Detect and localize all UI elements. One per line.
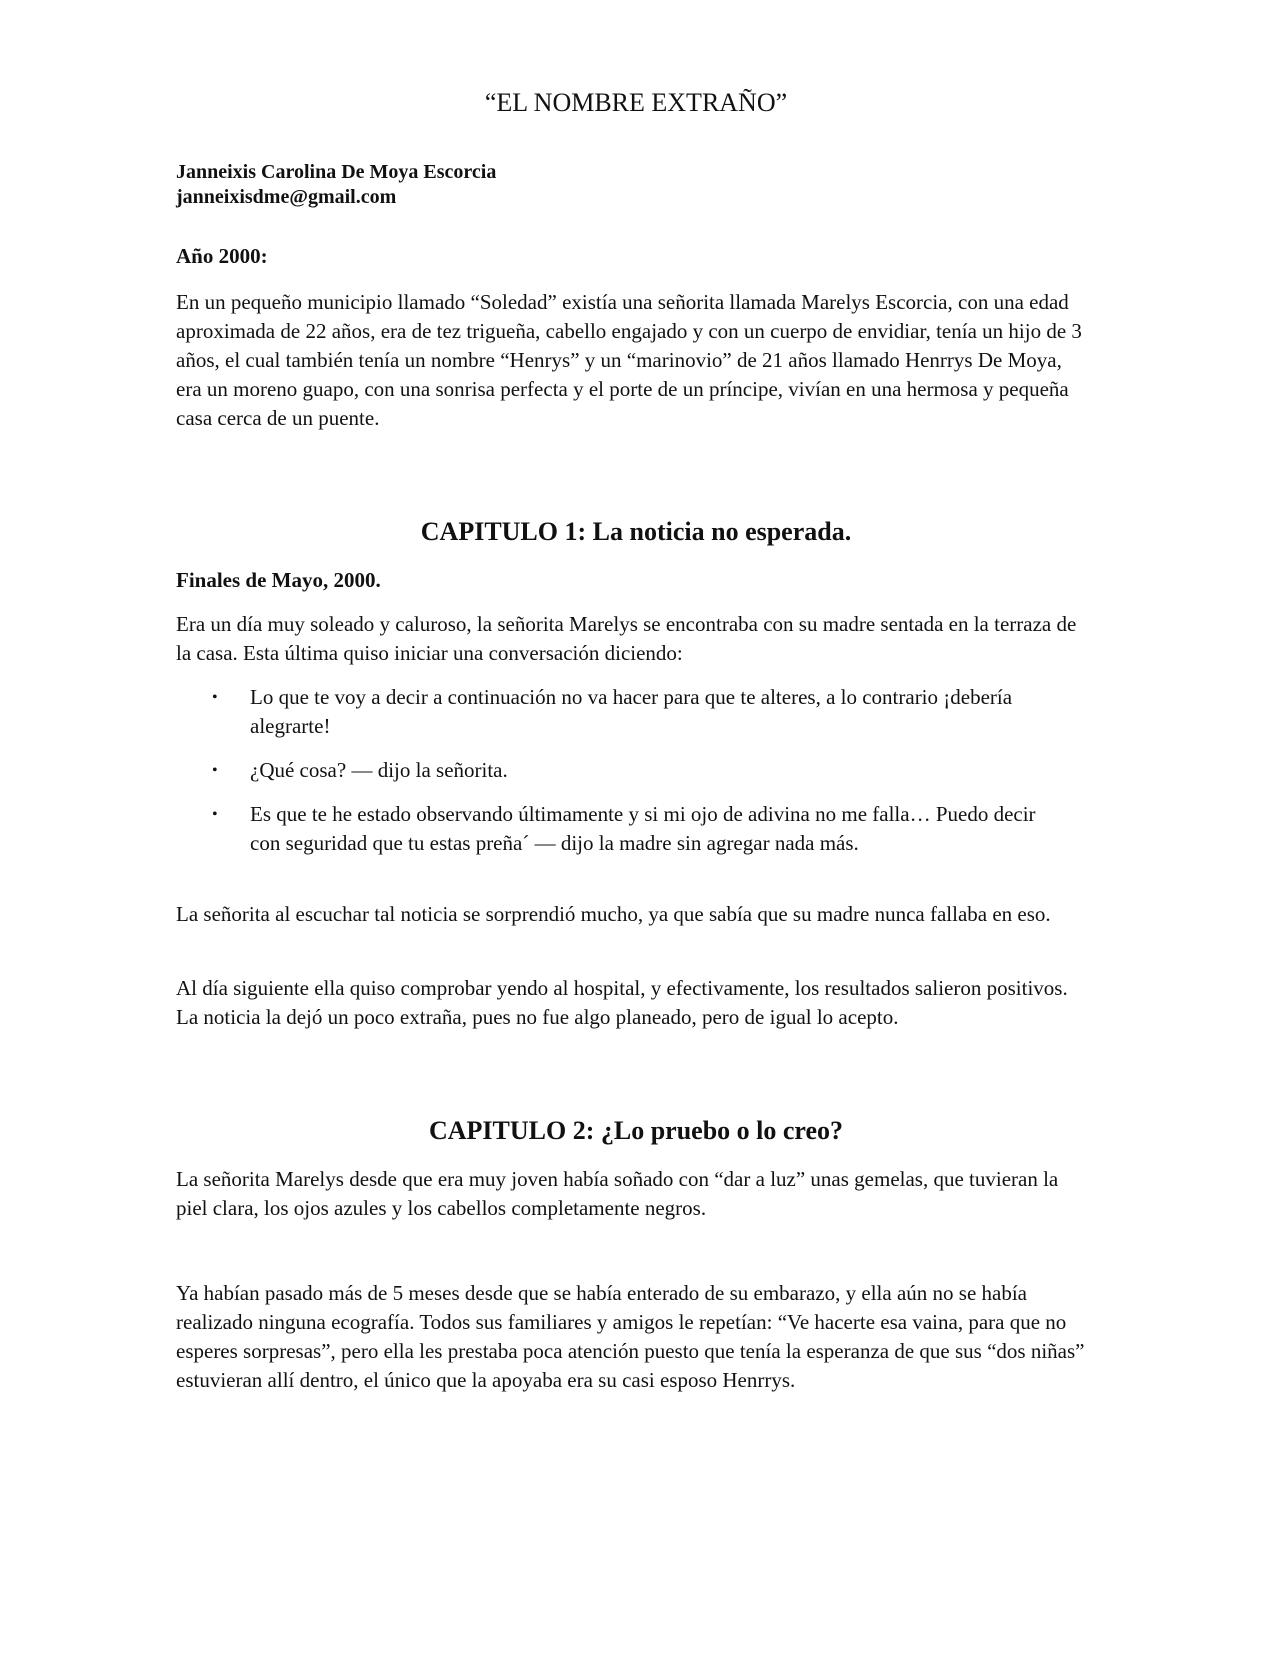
chapter-1-paragraph-2: La señorita al escuchar tal noticia se sorprendió mucho, ya que sabía que su madre nunca fallaba en eso. [176, 902, 1051, 926]
bullet-mark: • [212, 806, 218, 823]
chapter-1-paragraph-3: Al día siguiente ella quiso comprobar yendo al hospital, y efectivamente, los resultados salieron positivos. La noticia la dejó un poco extraña, pues no fue algo planeado, pero de igual lo acepto. [176, 976, 1068, 1029]
dialogue-bullet [212, 756, 1057, 785]
bullet-text: Lo que te voy a decir a continuación no va hacer para que te alteres, a lo contrario ¡debería alegrarte! [250, 685, 1013, 738]
intro-paragraph: En un pequeño municipio llamado “Soledad” existía una señorita llamada Marelys Escorcia, con una edad aproximada de 22 años, era de tez trigueña, cabello engajado y con un cuerpo de envidiar, tenía un hijo de 3 años, el cual también tenía un nombre “Henrys” y un “marinovio” de 21 años llamado Henrrys De Moya, era un moreno guapo, con una sonrisa perfecta y el porte de un príncipe, vivían en una hermosa y pequeña casa cerca de un puente. [176, 290, 1082, 430]
bullet-text: ¿Qué cosa? — dijo la señorita. [250, 758, 508, 782]
dialogue-bullet [212, 800, 1057, 858]
chapter-1-paragraph-1: Era un día muy soleado y caluroso, la señorita Marelys se encontraba con su madre sentada en la terraza de la casa. Esta última quiso iniciar una conversación diciendo: [176, 612, 1077, 665]
bullet-mark: • [212, 689, 218, 706]
author-block [176, 160, 496, 210]
dialogue-bullet [212, 683, 1057, 741]
document-page [176, 0, 1096, 1656]
bullet-text: Es que te he estado observando últimamente y si mi ojo de adivina no me falla… Puedo decir con seguridad que tu estas preña´ — dijo la madre sin agregar nada más. [250, 802, 1036, 855]
bullet-mark: • [212, 762, 218, 779]
chapter-1-title: CAPITULO 1: La noticia no esperada. [420, 517, 852, 546]
chapter-2-title: CAPITULO 2: ¿Lo pruebo o lo creo? [428, 1116, 844, 1145]
chapter-1-date: Finales de Mayo, 2000. [176, 568, 381, 592]
document-title: “EL NOMBRE EXTRAÑO” [484, 88, 788, 117]
chapter-2-paragraph-1: La señorita Marelys desde que era muy joven había soñado con “dar a luz” unas gemelas, que tuvieran la piel clara, los ojos azules y los cabellos completamente negros. [176, 1167, 1059, 1220]
chapter-2-paragraph-2: Ya habían pasado más de 5 meses desde que se había enterado de su embarazo, y ella aún no se había realizado ninguna ecografía. Todos sus familiares y amigos le repetían: “Ve hacerte esa vaina, para que no esperes sorpresas”, pero ella les prestaba poca atención puesto que tenía la esperanza de que sus “dos niñas” estuvieran allí dentro, el único que la apoyaba era su casi esposo Henrrys. [176, 1281, 1085, 1392]
intro-heading: Año 2000: [176, 244, 268, 268]
author-email: janneixisdme@gmail.com [176, 186, 397, 208]
author-name: Janneixis Carolina De Moya Escorcia [176, 161, 497, 183]
